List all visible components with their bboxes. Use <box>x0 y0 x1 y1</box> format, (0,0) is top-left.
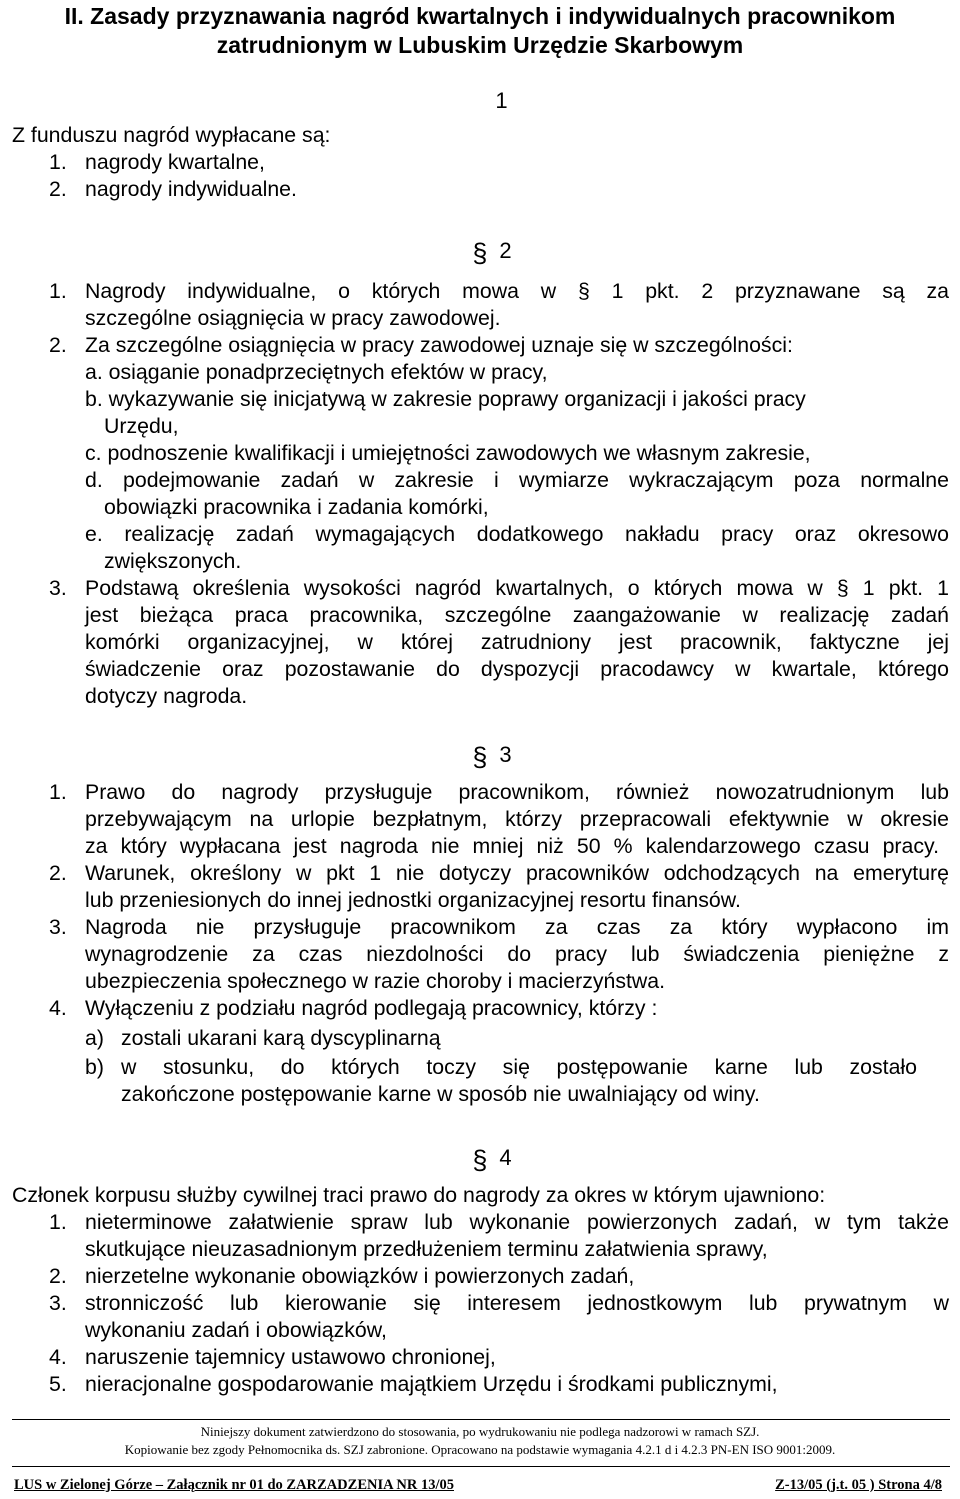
paragraph-line: Nagrody indywidualne, o których mowa w § 1 pkt. 2 przyznawane są za <box>85 279 949 303</box>
footer-left-reference: LUS w Zielonej Górze – Załącznik nr 01 do ZARZADZENIA NR 13/05 <box>14 1477 454 1493</box>
paragraph-line: dotyczy nagroda. <box>85 684 248 708</box>
paragraph-line: Podstawą określenia wysokości nagród kwartalnych, o których mowa w § 1 pkt. 1 <box>85 576 949 600</box>
list-item-number: 2. <box>49 1264 67 1288</box>
list-item-number: 2. <box>49 177 67 201</box>
list-item: nagrody kwartalne, <box>85 150 265 174</box>
paragraph-line: jest bieżąca praca pracownika, szczególne zaangażowanie w realizację zadań <box>85 603 949 627</box>
paragraph-line: świadczenie oraz pozostawanie do dyspozycji pracodawcy w kwartale, którego <box>85 657 949 681</box>
list-item-number: 3. <box>49 1291 67 1315</box>
section-3-heading: § 3 <box>472 742 512 772</box>
list-item: e. realizację zadań wymagających dodatkowego nakładu pracy oraz okresowo <box>85 522 949 546</box>
list-item: zostali ukarani karą dyscyplinarną <box>121 1026 441 1050</box>
paragraph-number: 4. <box>49 996 67 1020</box>
list-item: nieterminowe załatwienie spraw lub wykonanie powierzonych zadań, w tym także <box>85 1210 949 1234</box>
list-item: w stosunku, do których toczy się postępowanie karne lub zostało <box>121 1055 917 1079</box>
paragraph-line: Warunek, określony w pkt 1 nie dotyczy pracowników odchodzących na emeryturę <box>85 861 949 885</box>
list-item: b. wykazywanie się inicjatywą w zakresie poprawy organizacji i jakości pracy <box>85 387 806 411</box>
section-4-heading: § 4 <box>472 1145 512 1175</box>
section-4-intro: Członek korpusu służby cywilnej traci prawo do nagrody za okres w którym ujawniono: <box>12 1183 826 1207</box>
paragraph-number: 3. <box>49 915 67 939</box>
paragraph-line: przebywającym na urlopie bezpłatnym, którzy przepracowali efektywnie w okresie <box>85 807 949 831</box>
paragraph-line: szczególne osiągnięcia w pracy zawodowej. <box>85 306 501 330</box>
paragraph-line: za który wypłacana jest nagroda nie mniej niż 50 % kalendarzowego czasu pracy. <box>85 834 939 858</box>
footer-notice-1: Niniejszy dokument zatwierdzono do stosowania, po wydrukowaniu nie podlega nadzorowi w ramach SZJ. <box>200 1424 760 1439</box>
title-line-2: zatrudnionym w Lubuskim Urzędzie Skarbowym <box>216 32 744 58</box>
list-item: obowiązki pracownika i zadania komórki, <box>104 495 489 519</box>
section-1-heading: 1 <box>495 88 508 113</box>
list-item-number: 5. <box>49 1372 67 1396</box>
list-item: nierzetelne wykonanie obowiązków i powierzonych zadań, <box>85 1264 635 1288</box>
list-item: nieracjonalne gospodarowanie majątkiem Urzędu i środkami publicznymi, <box>85 1372 778 1396</box>
list-item: zwiększonych. <box>104 549 242 573</box>
paragraph-line: Wyłączeniu z podziału nagród podlegają pracownicy, którzy : <box>85 996 658 1020</box>
paragraph-line: wynagrodzenie za czas niezdolności do pracy lub świadczenia pieniężne z <box>85 942 949 966</box>
paragraph-number: 2. <box>49 861 67 885</box>
paragraph-line: lub przeniesionych do innej jednostki organizacyjnej resortu finansów. <box>85 888 741 912</box>
list-item: nagrody indywidualne. <box>85 177 297 201</box>
section-1-intro: Z funduszu nagród wypłacane są: <box>12 123 331 147</box>
footer-divider <box>12 1466 950 1467</box>
list-item: wykonaniu zadań i obowiązków, <box>85 1318 387 1342</box>
paragraph-number: 1. <box>49 780 67 804</box>
paragraph-line: ubezpieczenia społecznego w razie choroby i macierzyństwa. <box>85 969 666 993</box>
paragraph-line: Prawo do nagrody przysługuje pracownikom, również nowozatrudnionym lub <box>85 780 949 804</box>
list-item-number: 4. <box>49 1345 67 1369</box>
paragraph-number: 2. <box>49 333 67 357</box>
list-item: skutkujące nieuzasadnionym przedłużeniem terminu załatwienia sprawy, <box>85 1237 768 1261</box>
paragraph-number: 1. <box>49 279 67 303</box>
paragraph-line: Za szczególne osiągnięcia w pracy zawodowej uznaje się w szczególności: <box>85 333 793 357</box>
footer-page-number: Z-13/05 (j.t. 05 ) Strona 4/8 <box>775 1477 942 1493</box>
footer-notice-2: Kopiowanie bez zgody Pełnomocnika ds. SZJ zabronione. Opracowano na podstawie wymagania 4.2.1 d i 4.2.3 PN-EN ISO 9001:2009. <box>124 1442 836 1457</box>
list-item: d. podejmowanie zadań w zakresie i wymiarze wykraczającym poza normalne <box>85 468 949 492</box>
document-title <box>0 2 960 60</box>
list-item-letter: a) <box>85 1026 104 1050</box>
list-item: zakończone postępowanie karne w sposób nie uwalniający od winy. <box>121 1082 760 1106</box>
list-item: c. podnoszenie kwalifikacji i umiejętności zawodowych we własnym zakresie, <box>85 441 811 465</box>
list-item-number: 1. <box>49 1210 67 1234</box>
section-2-heading: § 2 <box>472 238 512 268</box>
paragraph-number: 3. <box>49 576 67 600</box>
paragraph-line: komórki organizacyjnej, w której zatrudniony jest pracownik, faktyczne jej <box>85 630 949 654</box>
footer-divider <box>12 1419 950 1420</box>
list-item-number: 1. <box>49 150 67 174</box>
paragraph-line: Nagroda nie przysługuje pracownikom za czas za który wypłacono im <box>85 915 949 939</box>
list-item: naruszenie tajemnicy ustawowo chronionej, <box>85 1345 496 1369</box>
list-item: a. osiąganie ponadprzeciętnych efektów w pracy, <box>85 360 548 384</box>
list-item: stronniczość lub kierowanie się interesem jednostkowym lub prywatnym w <box>85 1291 949 1315</box>
title-line-1: II. Zasady przyznawania nagród kwartalnych i indywidualnych pracownikom <box>64 3 896 29</box>
list-item: Urzędu, <box>104 414 179 438</box>
list-item-letter: b) <box>85 1055 104 1079</box>
